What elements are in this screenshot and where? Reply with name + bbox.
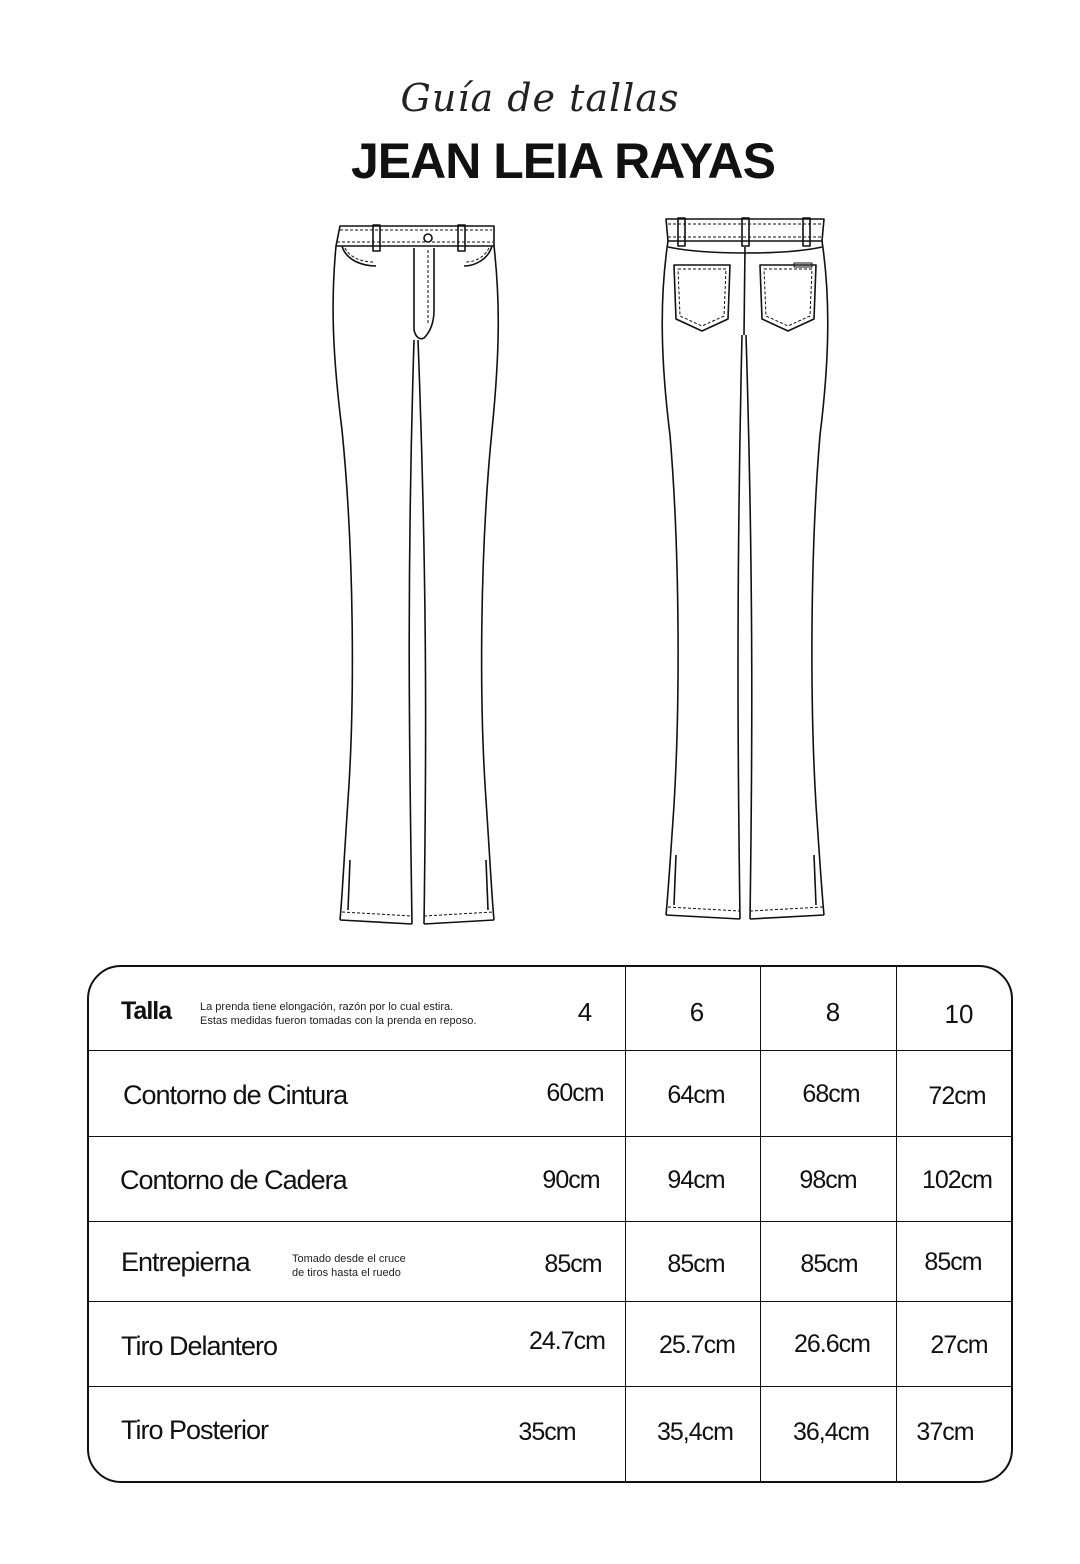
guide-subtitle: Guía de tallas <box>400 76 680 120</box>
value-size-10: 27cm <box>930 1331 988 1359</box>
value-size-6: 35,4cm <box>657 1418 733 1446</box>
jeans-back-sketch-icon <box>656 215 836 927</box>
row-label: Entrepierna <box>121 1247 250 1277</box>
elongation-note-line2: Estas medidas fueron tomadas con la prenda en reposo. <box>200 1015 477 1027</box>
value-size-10: 72cm <box>928 1082 986 1110</box>
row-label: Contorno de Cadera <box>120 1165 347 1195</box>
size-header-label: Talla <box>121 997 172 1025</box>
row-label: Tiro Posterior <box>121 1415 269 1445</box>
size-4-header: 4 <box>577 997 593 1027</box>
value-size-6: 94cm <box>667 1166 725 1194</box>
value-size-4: 90cm <box>542 1166 600 1194</box>
value-size-8: 98cm <box>799 1166 857 1194</box>
table-row <box>89 1301 1011 1386</box>
row-label: Tiro Delantero <box>121 1331 278 1361</box>
inseam-note-line1: Tomado desde el cruce <box>292 1253 406 1265</box>
size-chart-table <box>87 965 1013 1483</box>
value-size-8: 26.6cm <box>794 1330 870 1358</box>
product-title: JEAN LEIA RAYAS <box>350 133 776 189</box>
size-10-header: 10 <box>944 999 974 1029</box>
value-size-6: 64cm <box>667 1081 725 1109</box>
elongation-note-line1: La prenda tiene elongación, razón por lo cual estira. <box>200 1001 454 1013</box>
table-row <box>89 1050 1011 1136</box>
value-size-6: 85cm <box>667 1250 725 1278</box>
value-size-8: 36,4cm <box>793 1418 869 1446</box>
size-6-header: 6 <box>689 997 705 1027</box>
table-row <box>89 1221 1011 1301</box>
size-8-header: 8 <box>825 997 841 1027</box>
value-size-10: 37cm <box>916 1418 974 1446</box>
table-row <box>89 1136 1011 1221</box>
value-size-4: 60cm <box>546 1079 604 1107</box>
value-size-6: 25.7cm <box>659 1331 735 1359</box>
table-header-row <box>89 967 1011 1050</box>
inseam-note-line2: de tiros hasta el ruedo <box>292 1267 401 1279</box>
value-size-4: 35cm <box>518 1418 576 1446</box>
value-size-8: 68cm <box>802 1080 860 1108</box>
value-size-10: 85cm <box>924 1248 982 1276</box>
row-label: Contorno de Cintura <box>123 1080 348 1110</box>
value-size-4: 24.7cm <box>529 1327 605 1355</box>
jeans-front-sketch-icon <box>328 220 508 932</box>
value-size-10: 102cm <box>921 1166 993 1194</box>
table-row <box>89 1386 1011 1483</box>
value-size-8: 85cm <box>800 1250 858 1278</box>
value-size-4: 85cm <box>544 1250 602 1278</box>
